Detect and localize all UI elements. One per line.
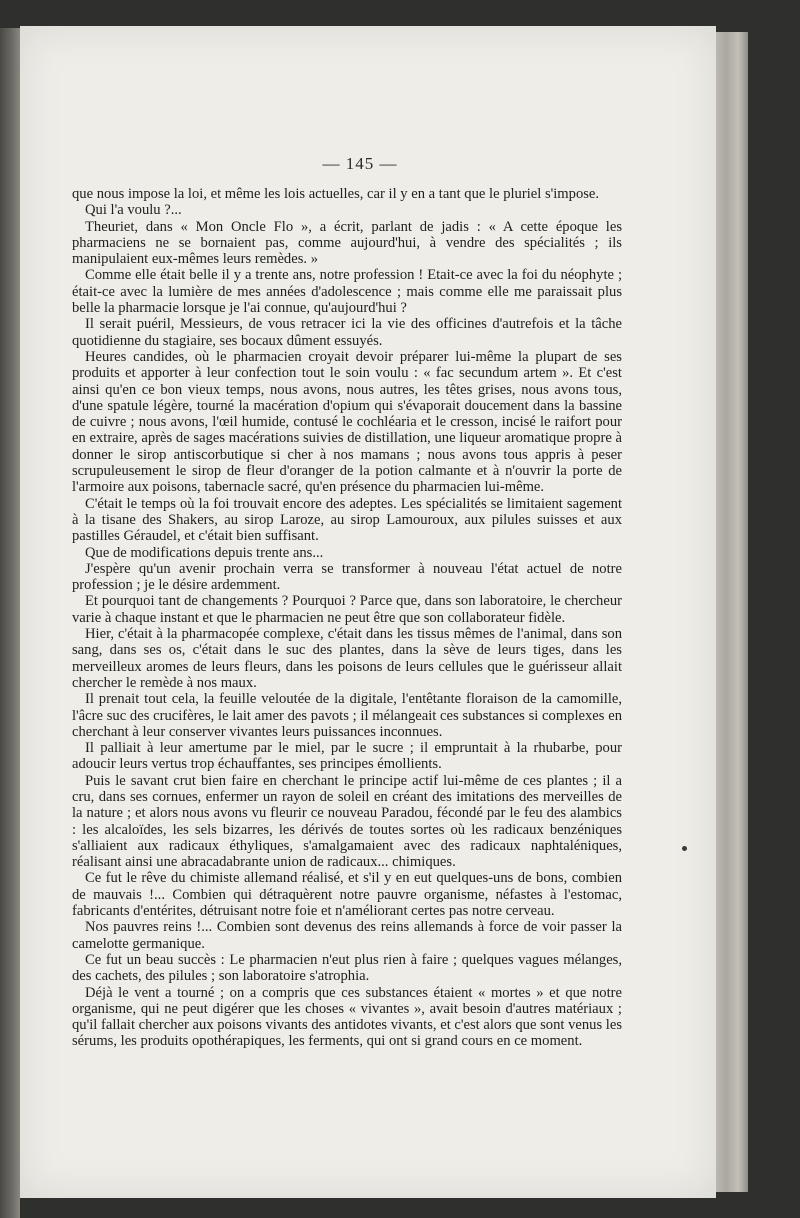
paragraph: C'était le temps où la foi trouvait encore des adeptes. Les spécialités se limitaient sagement à la tisane des Shakers, au sirop Laroze, au sirop Lamouroux, aux pilules suisses et aux pastilles Géraudel, et c'était bien suffisant. <box>72 495 622 545</box>
margin-mark <box>682 846 687 851</box>
paragraph: Déjà le vent a tourné ; on a compris que ces substances étaient « mortes » et que notre organisme, qui ne peut digérer que les choses « vivantes », avait besoin d'autres matériaux ; qu'il fallait chercher aux poisons vivants des antidotes vivants, et c'est alors que sont venus les sérums, les produits opothérapiques, les ferments, qui ont si grand cours en ce moment. <box>72 984 622 1050</box>
paragraph: Il palliait à leur amertume par le miel, par le sucre ; il empruntait à la rhubarbe, pour adoucir leurs vertus trop échauffantes, ses principes émollients. <box>72 740 622 773</box>
paragraph: Qui l'a voulu ?... <box>85 202 182 219</box>
paragraph: Theuriet, dans « Mon Oncle Flo », a écrit, parlant de jadis : « A cette époque les pharmaciens ne se bornaient pas, comme aujourd'hui, à vendre des spécialités ; ils manipulaient eux-mêmes leurs remèdes. » <box>72 218 622 268</box>
facing-page-edge <box>0 28 20 1218</box>
paragraph: J'espère qu'un avenir prochain verra se transformer à nouveau l'état actuel de notre profession ; je le désire ardemment. <box>72 560 622 594</box>
paragraph: Ce fut un beau succès : Le pharmacien n'eut plus rien à faire ; quelques vagues mélanges, des cachets, des pilules ; son laboratoire s'atrophia. <box>72 951 622 985</box>
book-page <box>20 26 716 1198</box>
paragraph: Il serait puéril, Messieurs, de vous retracer ici la vie des officines d'autrefois et la tâche quotidienne du stagiaire, ses bocaux dûment essuyés. <box>72 316 622 349</box>
paragraph: Et pourquoi tant de changements ? Pourquoi ? Parce que, dans son laboratoire, le chercheur varie à chaque instant et que le pharmacien ne peut être que son collaborateur fidèle. <box>72 593 622 626</box>
paragraph: Hier, c'était à la pharmacopée complexe, c'était dans les tissus mêmes de l'animal, dans son sang, dans ses os, c'était dans le suc des plantes, dans la sève de leurs tiges, dans les merveilleux aromes de leurs fleurs, dans les poisons de leurs cellules que le guérisseur allait chercher le remède à nos maux. <box>72 626 622 691</box>
paragraph: Il prenait tout cela, la feuille veloutée de la digitale, l'entêtante floraison de la camomille, l'âcre suc des crucifères, le lait amer des pavots ; il mélangeait ces substances si complexes en cherchant à leur conserver vivantes leurs puissances inconnues. <box>72 691 622 740</box>
paragraph: Que de modifications depuis trente ans... <box>85 544 324 561</box>
paragraph: Ce fut le rêve du chimiste allemand réalisé, et s'il y en eut quelques-uns de bons, combien de mauvais !... Combien qui détraquèrent notre pauvre organisme, néfastes à l'estomac, fabricants d'entérites, détruisant notre foie et n'améliorant certes pas notre cerveau. <box>72 870 622 920</box>
paragraph: Nos pauvres reins !... Combien sont devenus des reins allemands à force de voir passer la camelotte germanique. <box>72 919 622 952</box>
paragraph: que nous impose la loi, et même les lois actuelles, car il y en a tant que le pluriel s'impose. <box>72 186 600 202</box>
paragraph: Comme elle était belle il y a trente ans, notre profession ! Etait-ce avec la foi du néophyte ; était-ce avec la lumière de mes années d'adolescence ; mais comme elle me paraissait plus belle la pharmacie lorsque je l'ai connue, qu'aujourd'hui ? <box>72 267 622 317</box>
paragraph: Puis le savant crut bien faire en cherchant le principe actif lui-même de ces plantes ; il a cru, dans ses cornues, enfermer un rayon de soleil en créant des imitations des merveilles de la nature ; et alors nous avons vu fleurir ce nouveau Paradou, fécondé par le feu des alambics : les alcaloïdes, les sels bizarres, les dérivés de toutes sortes où les radicaux benzéniques s'alliaient aux radicaux éthyliques, s'amalgamaient avec des radicaux naphtaléniques, réalisant ainsi une abracadabrante union de radicaux... chimiques. <box>72 772 622 871</box>
paragraph: Heures candides, où le pharmacien croyait devoir préparer lui-même la plupart de ses produits et apporter à leur confection tout le soin voulu : « fac secundum artem ». Et c'est ainsi qu'en ce bon vieux temps, nous avons, nous autres, les têtes grises, nous avons tous, d'une spatule légère, tourné la macération d'opium qui s'évaporait doucement dans la bassine de cuivre ; nous avons, l'œil humide, contusé le cochléaria et le cresson, incisé le raifort pour en extraire, après de sages macérations suivies de distillation, une liqueur aromatique propre à donner le sirop antiscorbutique si cher à nos mamans ; nous avons tous appris à peser scrupuleusement le sirop de fleur d'oranger de la potion calmante et à n'ouvrir la porte de l'armoire aux poisons, tabernacle sacré, qu'en présence du pharmacien lui-même. <box>72 348 622 496</box>
body-text <box>72 186 622 1050</box>
page-number: — 145 — <box>322 154 398 173</box>
